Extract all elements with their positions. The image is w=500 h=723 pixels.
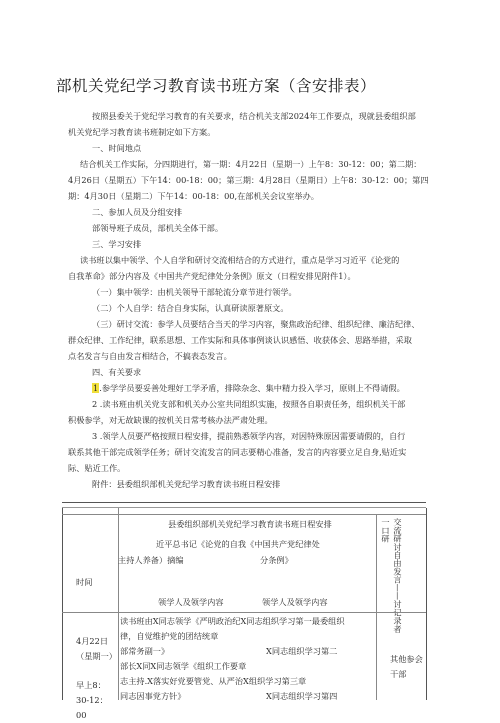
table-rule-header bbox=[62, 514, 426, 515]
row1-mid-a: X同志组织学习第二 bbox=[266, 646, 338, 656]
study-item-3-line-2: 群众纪律、工作纪律，联系思想、工作实际和具体事例谈认识感悟、收获体会、思路举措，采取 bbox=[68, 335, 412, 345]
requirement-2-line-1: 2 .读书班由机关党支部和机关办公室共同组织实施，按照各自职责任务，组织机关干部 bbox=[92, 399, 406, 409]
row1-line-6: 同志因事党方针》 bbox=[120, 691, 186, 701]
study-line-2: 自我革命》部分内容及《中国共产党纪律处分条例》原文（日程安排见附件1）。 bbox=[68, 271, 356, 281]
row1-date: 4月22日（星期一） bbox=[76, 636, 117, 661]
study-item-3-line-3: 点名发言与自由发言相结合，不搞表态发言。 bbox=[68, 351, 232, 361]
schedule-line-3: 期：4月30日（星期二）下午14：00-18：00,在部机关会议室举办。 bbox=[68, 191, 319, 201]
intro-line-2: 机关党纪学习教育读书班制定如下方案。 bbox=[68, 127, 216, 137]
row1-line-1: 读书班由X同志领学《严明政治纪X同志组织学习第一最委组织 bbox=[120, 616, 345, 626]
requirement-3-line-3: 际、贴近工作。 bbox=[68, 463, 126, 473]
section-heading-requirements: 四、有关要求 bbox=[92, 367, 142, 377]
requirement-2-line-2: 积极参学，对无故缺课的按机关日常考核办法严肃处理。 bbox=[68, 415, 273, 425]
row1-time: 早上8：30-12：00 bbox=[76, 680, 108, 720]
study-line-1: 读书班以集中领学、个人自学和研讨交流相结合的方式进行，重点是学习习近平《论党的 bbox=[80, 255, 400, 265]
row1-line-5: 志主持.X落实好党要管党、从严治X组织学习第三章 bbox=[120, 676, 307, 686]
header-topic-line-2: 分条例》 bbox=[260, 555, 293, 565]
table-col-divider-1 bbox=[118, 508, 119, 700]
header-subhead-lead-a: 领学人及领学内容 bbox=[158, 597, 224, 607]
schedule-line-2: 4月26日（星期五）下午14：00-18：00；第三期：4月28日（星期日）上午8：30-12：00；第四 bbox=[68, 175, 429, 185]
table-rule-body bbox=[62, 612, 426, 613]
row1-line-2: 律，自觉维护党的团结统章 bbox=[120, 631, 219, 641]
row1-line-3: 部常务副一》 bbox=[120, 646, 170, 656]
intro-line-1: 按照县委关于党纪学习教育的有关要求，结合机关支部2024年工作要点，现就县委组织部 bbox=[92, 111, 416, 121]
header-subhead-lead-b: 领学人及领学内容 bbox=[262, 597, 328, 607]
study-item-2: （二）个人自学：结合自身实际，认真研读原著原文。 bbox=[92, 303, 289, 313]
study-item-3-line-1: （三）研讨交流：参学人员要结合当天的学习内容，聚焦政治纪律、组织纪律、廉洁纪律、 bbox=[92, 319, 420, 329]
requirement-3-line-1: 3 .领学人员要严格按照日程安排，提前熟悉领学内容，对因特殊原因需要请假的，自行 bbox=[92, 431, 406, 441]
table-border-left bbox=[62, 508, 63, 700]
page-title: 部机关党纪学习教育读书班方案（含安排表） bbox=[56, 77, 377, 95]
table-border-right bbox=[426, 508, 427, 700]
row1-mid-b: X同志组织学习第四 bbox=[266, 691, 338, 701]
table-border-top-inner bbox=[62, 507, 426, 508]
requirement-1 bbox=[92, 380, 460, 396]
column-header-time: 时间 bbox=[76, 577, 93, 587]
section-heading-time-place: 一、时间地点 bbox=[92, 143, 142, 153]
participants-line: 部领导班子成员，部机关全体干部。 bbox=[92, 223, 224, 233]
row1-line-4: 部长X同X同志领学《组织工作要章 bbox=[120, 661, 247, 671]
requirement-1-number: 1 bbox=[93, 383, 99, 393]
header-subhead-host: 主持人养备）摘编 bbox=[118, 555, 184, 565]
section-heading-study: 三、学习安排 bbox=[92, 239, 142, 249]
study-item-1: （一）集中领学：由机关领导干部轮流分章节进行领学。 bbox=[92, 287, 297, 297]
requirement-1-text: .参学学员要妥善处理好工学矛盾，排除杂念、集中精力投入学习，原则上不得请假。 bbox=[99, 383, 405, 393]
table-title: 县委组织部机关党纪学习教育读书班日程安排 bbox=[168, 519, 332, 529]
table-col-divider-2 bbox=[376, 514, 377, 700]
row1-right-attendees: 其他参会干部 bbox=[390, 654, 423, 679]
requirement-3-line-2: 联系其他干部完成领学任务；研讨交流发言的同志要精心准备，发言的内容要立足自身,贴近实 bbox=[68, 447, 407, 457]
schedule-line-1: 结合机关工作实际，分四期进行，第一期：4月22日（星期一）上午8：30-12：00；第二期： bbox=[80, 159, 422, 169]
attachment-line: 附件：县委组织部机关党纪学习教育读书班日程安排 bbox=[92, 479, 281, 489]
section-heading-participants: 二、参加人员及分组安排 bbox=[92, 207, 183, 217]
header-topic-line-1: 近平总书记《论党的自我《中国共产党纪律处 bbox=[156, 539, 320, 549]
header-discussion-vertical: 交流研讨自由发言——讨记录者一口研 bbox=[381, 518, 403, 633]
table-border-top bbox=[62, 502, 426, 503]
